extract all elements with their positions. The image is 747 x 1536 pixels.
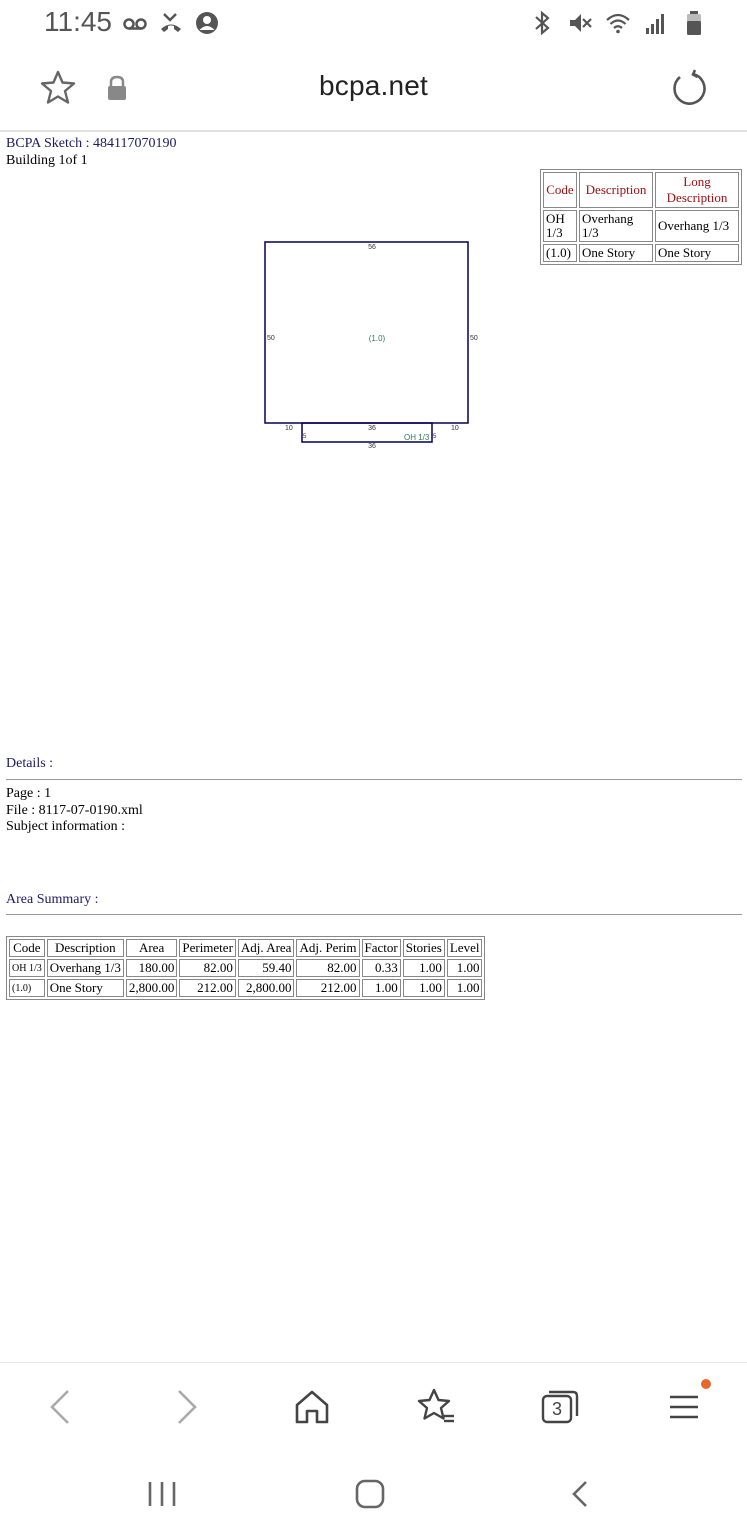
table-cell: (1.0) [9,979,45,997]
table-cell: 0.33 [362,959,401,977]
subject-info-line: Subject information : [6,819,125,834]
menu-notification-dot [701,1379,711,1389]
area-header-perimeter: Perimeter [179,939,236,957]
mute-icon [567,10,593,36]
table-row [9,959,482,977]
table-cell: 2,800.00 [126,979,178,997]
building-label: Building 1of 1 [6,153,88,168]
file-line: File : 8117-07-0190.xml [6,803,143,818]
menu-icon[interactable] [662,1385,706,1429]
area-header-area: Area [126,939,178,957]
area-summary-label: Area Summary : [6,892,99,907]
table-cell: 1.00 [447,979,483,997]
dim-oh-top: 36 [368,425,376,432]
legend-cell: One Story [579,244,653,262]
legend-cell: Overhang 1/3 [579,210,653,242]
dim-right: 50 [470,335,478,342]
area-header-code: Code [9,939,45,957]
browser-toolbar [0,1362,747,1455]
main-area-label: (1.0) [368,334,386,343]
divider [6,779,742,780]
dim-oh-right: 5 [433,434,437,440]
table-cell: 2,800.00 [238,979,295,997]
table-cell: 1.00 [447,959,483,977]
table-cell: One Story [47,979,124,997]
details-label: Details : [6,756,54,771]
area-header-factor: Factor [362,939,401,957]
dim-oh-bottom: 36 [368,443,376,450]
url-domain[interactable]: bcpa.net [318,70,429,101]
battery-icon [681,10,707,36]
legend-header-long-description: Long Description [655,172,739,208]
signal-icon [643,10,669,36]
table-cell: 1.00 [362,979,401,997]
reload-icon[interactable] [669,68,709,108]
area-summary-table [6,936,485,1000]
area-header-adj-perim: Adj. Perim [296,939,359,957]
dim-top: 56 [368,244,376,251]
table-cell: 212.00 [179,979,236,997]
main-structure-outline [265,242,468,423]
page-number-line: Page : 1 [6,786,52,801]
dim-bottom-left: 10 [285,425,293,432]
legend-cell: One Story [655,244,739,262]
building-sketch [0,232,747,472]
table-cell: 59.40 [238,959,295,977]
table-cell: 1.00 [403,959,445,977]
bluetooth-icon [529,10,555,36]
dim-bottom-right: 10 [451,425,459,432]
back-nav-icon[interactable] [562,1474,598,1514]
table-cell: 212.00 [296,979,359,997]
legend-header-code: Code [543,172,577,208]
dim-oh-left: 5 [303,434,307,440]
wifi-icon [605,10,631,36]
dim-left: 50 [267,335,275,342]
table-cell: 82.00 [179,959,236,977]
divider [6,914,742,915]
forward-arrow-icon[interactable] [165,1385,209,1429]
area-header-adj-area: Adj. Area [238,939,295,957]
legend-cell: (1.0) [543,244,577,262]
legend-header-description: Description [579,172,653,208]
area-header-description: Description [47,939,124,957]
address-bar [0,48,747,132]
voicemail-icon [122,10,148,36]
account-circle-icon [194,10,220,36]
system-navigation-bar [0,1454,747,1536]
table-cell: Overhang 1/3 [47,959,124,977]
overhang-area-label: OH 1/3 [404,433,430,442]
page-content [0,132,747,1360]
recent-apps-icon[interactable] [144,1474,180,1514]
home-icon[interactable] [290,1385,334,1429]
status-time: 11:45 [44,6,112,37]
area-header-stories: Stories [403,939,445,957]
table-cell: 1.00 [403,979,445,997]
tabs-button[interactable] [538,1385,582,1429]
table-cell: 82.00 [296,959,359,977]
area-header-level: Level [447,939,483,957]
sketch-title: BCPA Sketch : 484117070190 [6,136,177,151]
legend-cell: Overhang 1/3 [655,210,739,242]
legend-cell: OH 1/3 [543,210,577,242]
bookmarks-star-icon[interactable] [414,1385,458,1429]
missed-call-icon [158,10,184,36]
tab-count: 3 [551,1399,562,1419]
table-row [9,979,482,997]
home-nav-icon[interactable] [352,1474,388,1514]
table-cell: OH 1/3 [9,959,45,977]
back-arrow-icon[interactable] [38,1385,82,1429]
table-cell: 180.00 [126,959,178,977]
status-bar [0,0,747,48]
